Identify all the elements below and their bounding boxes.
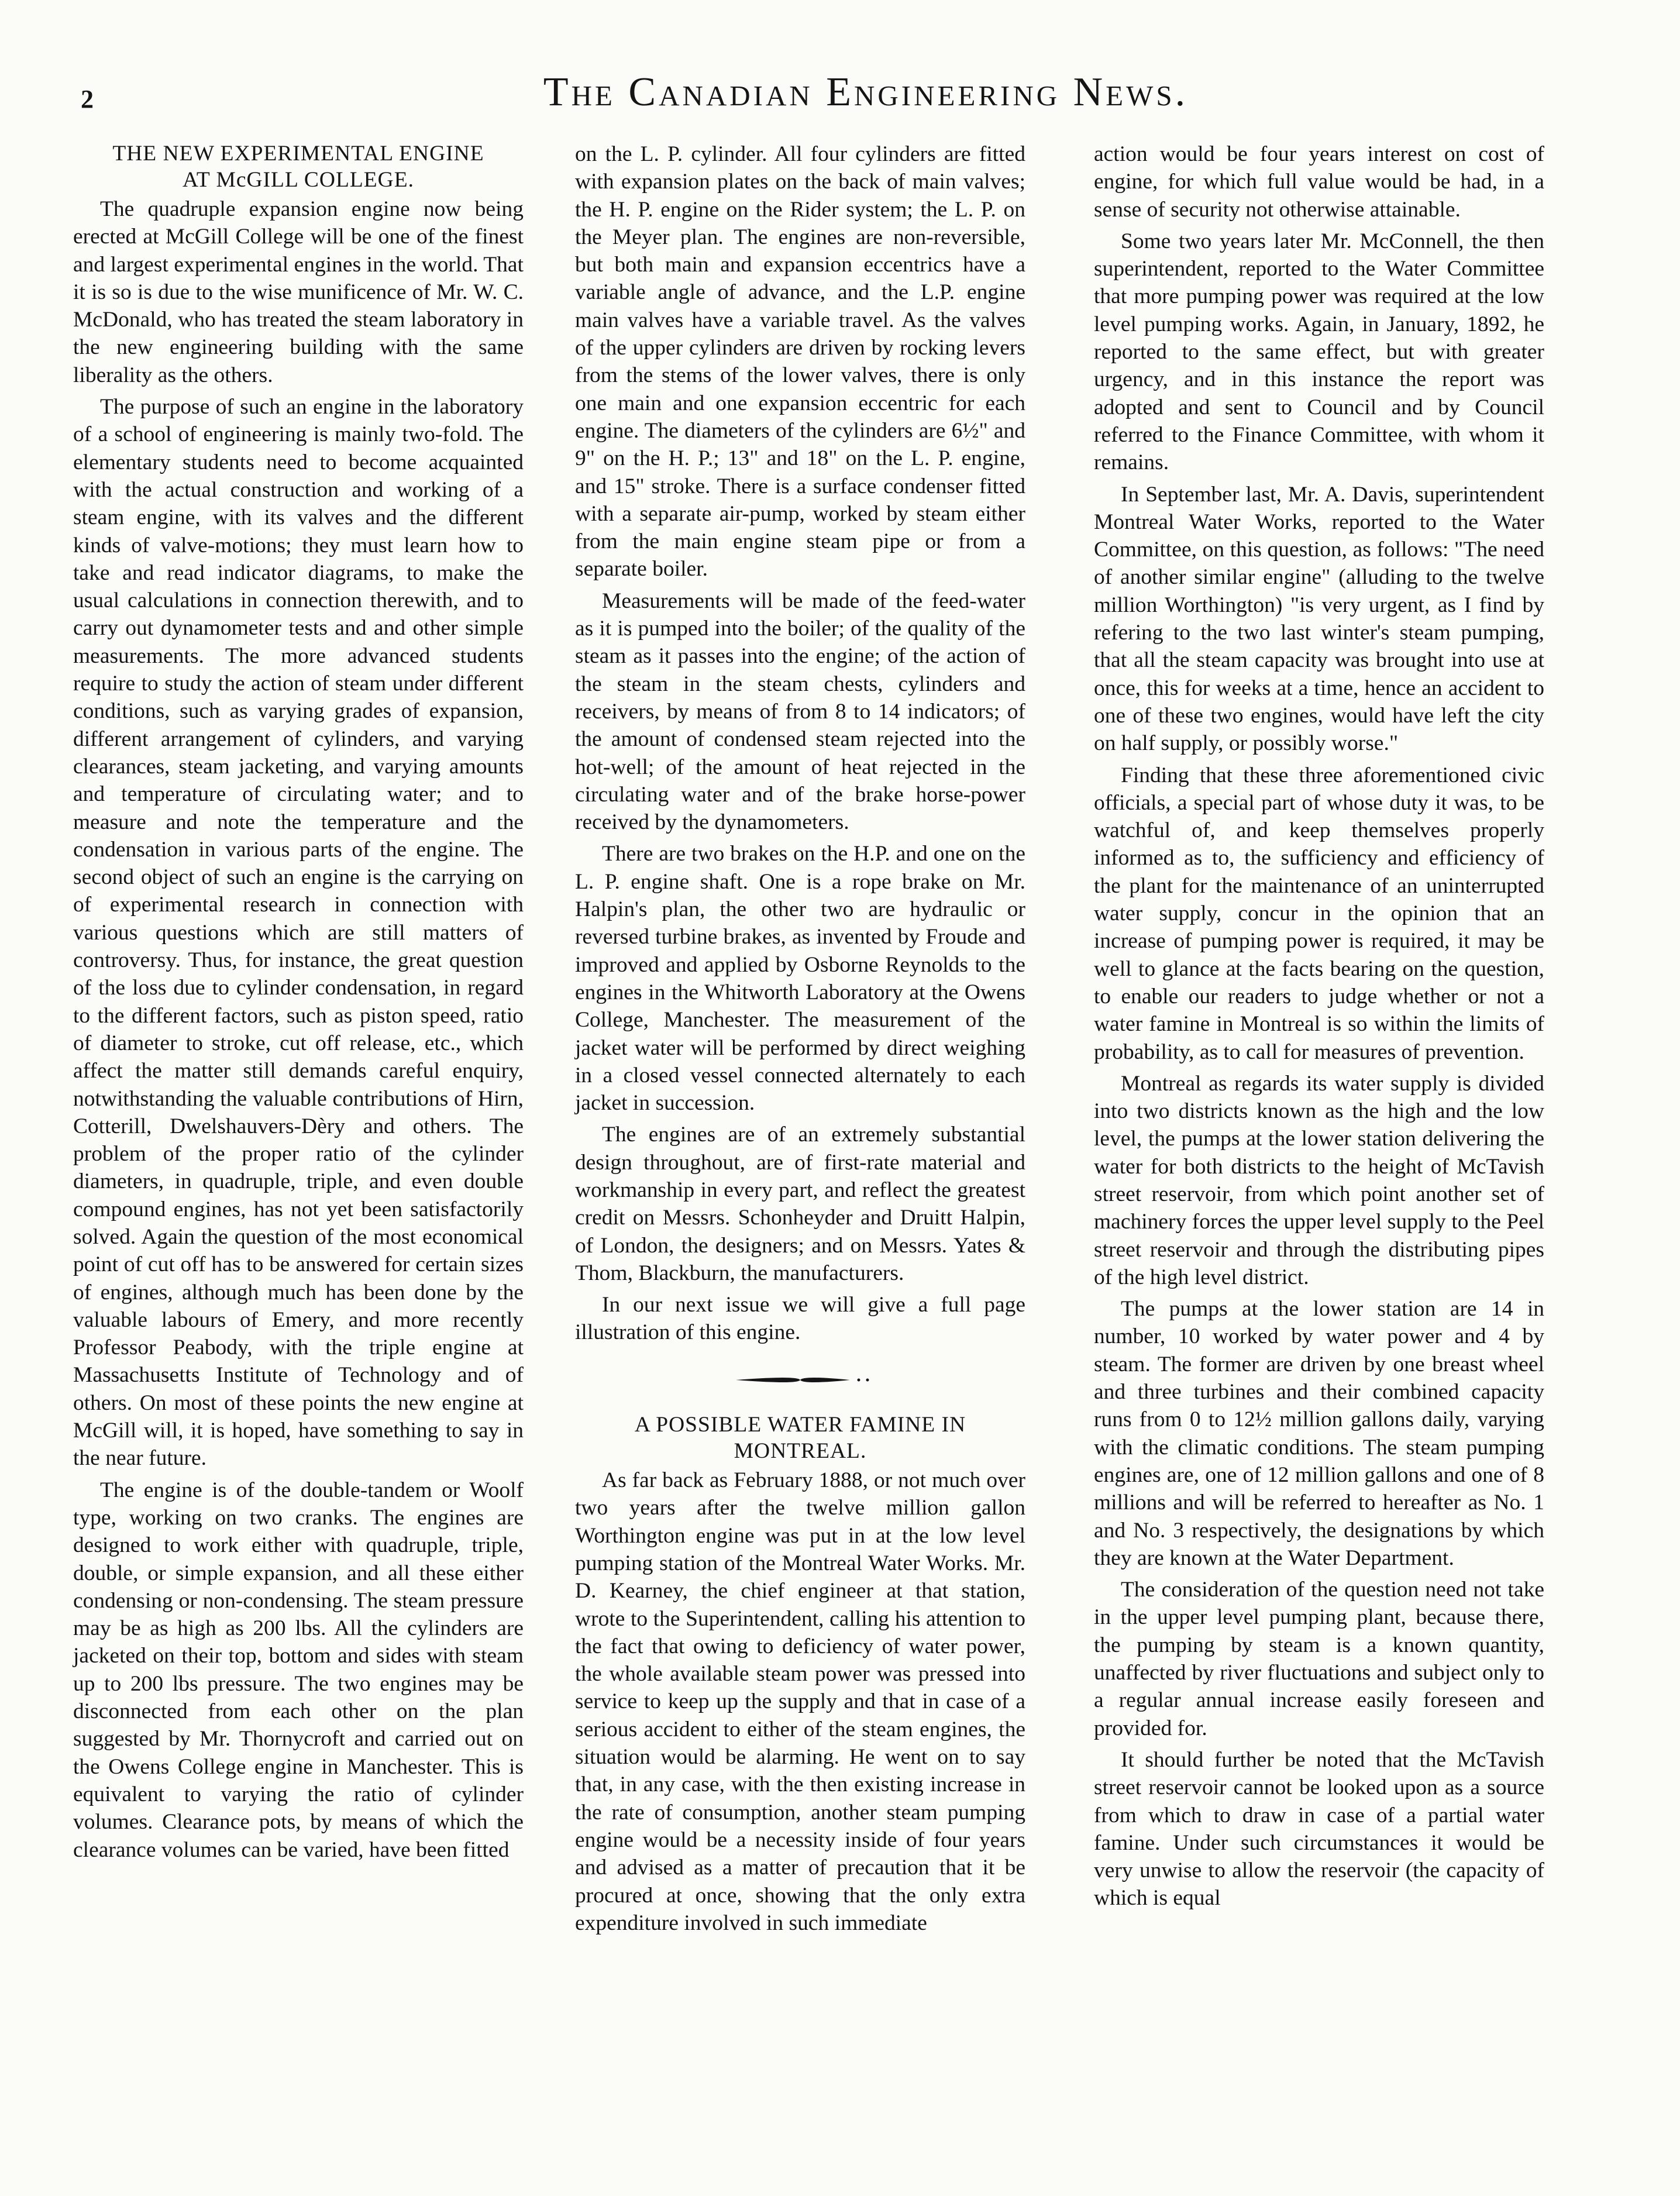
article-1-title [73, 140, 524, 193]
page-number: 2 [81, 85, 94, 113]
article-2-title-line-1: A POSSIBLE WATER FAMINE IN [634, 1413, 966, 1437]
article-1-paragraph-2: The purpose of such an engine in the laboratory of a school of engineering is mainly two-fold. The elementary students need to become acquainted with the actual construction and working of a steam engine, with its valves and the different kinds of valve-motions; they must learn how to take and read indicator diagrams, to make the usual calculations in connection therewith, and to carry out dynamometer tests and and other simple measurements. The more advanced students require to study the action of steam under different conditions, such as varying grades of expansion, different arrangement of cylinders, and varying clearances, steam jacketing, and varying amounts and temperature of circulating water; and to measure and note the temperature and the condensation in various parts of the engine. The second object of such an engine is the carrying on of experimental research in connection with various questions which are still matters of controversy. Thus, for instance, the great question of the loss due to cylinder condensation, in regard to the different factors, such as piston speed, ratio of diameter to stroke, cut off release, etc., which affect the matter still demands careful enquiry, notwithstanding the valuable contributions of Hirn, Cotterill, Dwelshauvers-Dèry and others. The problem of the proper ratio of the cylinder diameters, in quadruple, triple, and even double compound engines, has not yet been satisfactorily solved. Again the question of the most economical point of cut off has to be answered for certain sizes of engines, although much has been done by the valuable labours of Emery, and more recently Professor Peabody, with the triple engine at Massachusetts Institute of Technology and of others. On most of these points the new engine at McGill will, it is hoped, have something to say in the near future. [73, 395, 524, 1471]
article-1-paragraph-1: The quadruple expansion engine now being erected at McGill College will be one of the finest and largest experimental engines in the world. That it is so is due to the wise munificence of Mr. W. C. McDonald, who has treated the steam laboratory in the new engineering building with the same liberality as the others. [73, 197, 524, 387]
column-1 [73, 140, 524, 1868]
article-2-paragraph-4: Finding that these three aforementioned civic officials, a special part of whose duty it was, to be watchful of, and keep themselves properly informed as to, the sufficiency and efficiency of the plant for the maintenance of an uninterrupted water supply, concur in the opinion that an increase of pumping power is required, it may be well to glance at the facts bearing on the question, to enable our readers to judge whether or not a water famine in Montreal is so within the limits of probability, as to call for measures of prevention. [1094, 763, 1544, 1064]
article-1-paragraph-4: Measurements will be made of the feed-water as it is pumped into the boiler; of the quality of the steam as it passes into the engine; of the action of the steam in the steam chests, cylinders and receivers, by means of from 8 to 14 indicators; of the amount of condensed steam rejected into the hot-well; of the amount of heat rejected in the circulating water and of the brake horse-power received by the dynamometers. [575, 588, 1025, 835]
article-2-paragraph-6: The pumps at the lower station are 14 in number, 10 worked by water power and 4 by steam. The former are driven by one breast wheel and three turbines and their combined capacity runs from 0 to 12½ million gallons daily, varying with the climatic conditions. The steam pumping engines are, one of 12 million gallons and one of 8 millions and will be referred to hereafter as No. 1 and No. 3 respectively, the designations by which they are known at the Water Department. [1094, 1297, 1544, 1570]
masthead-title: The Canadian Engineering News. [543, 70, 1189, 115]
article-1-paragraph-7: In our next issue we will give a full page illustration of this engine. [575, 1293, 1025, 1345]
article-1-paragraph-5: There are two brakes on the H.P. and one on the L. P. engine shaft. One is a rope brake on Mr. Halpin's plan, the other two are hydraulic or reversed turbine brakes, as invented by Froude and improved and applied by Osborne Reynolds to the engines in the Whitworth Laboratory at the Owens College, Manchester. The measurement of the jacket water will be performed by direct weighing in a closed vessel connected alternately to each jacket in succession. [575, 842, 1025, 1116]
column-2 [575, 140, 1025, 1941]
article-1-title-line-1: THE NEW EXPERIMENTAL ENGINE [112, 142, 484, 166]
article-1-paragraph-3-continued: on the L. P. cylinder. All four cylinders are fitted with expansion plates on the back of main valves; the H. P. engine on the Rider system; the L. P. on the Meyer plan. The engines are non-reversible, but both main and expansion eccentrics have a variable angle of advance, and the L.P. engine main valves have a variable travel. As the valves of the upper cylinders are driven by rocking levers from the stems of the lower valves, there is only one main and one expansion eccentric for each engine. The diameters of the cylinders are 6½" and 9" on the H. P.; 13" and 18" on the L. P. engine, and 15" stroke. There is a surface condenser fitted with a separate air-pump, worked by steam either from the main engine steam pipe or from a separate boiler. [575, 142, 1025, 581]
article-2-paragraph-1: As far back as February 1888, or not much over two years after the twelve million gallon Worthington engine was put in at the low level pumping station of the Montreal Water Works. Mr. D. Kearney, the chief engineer at that station, wrote to the Superintendent, calling his attention to the fact that owing to deficiency of water power, the whole available steam power was pressed into service to keep up the supply and that in case of a serious accident to either of the steam engines, the situation would be alarming. He went on to say that, in any case, with the then existing increase in the rate of consumption, another steam pumping engine would be a necessity inside of four years and advised as a matter of precaution that it be procured at once, showing that the only extra expenditure involved in such immediate [575, 1468, 1025, 1935]
article-2-paragraph-3: In September last, Mr. A. Davis, superintendent Montreal Water Works, reported to the Water Committee, on this question, as follows: "The need of another similar engine" (alluding to the twelve million Worthington) "is very urgent, as I find by refering to the two last winter's steam pumping, that all the steam capacity was brought into use at once, this for weeks at a time, hence an accident to one of these two engines, would have left the city on half supply, or possibly worse." [1094, 482, 1544, 756]
section-divider [575, 1368, 1025, 1392]
article-1-title-line-2: AT McGILL COLLEGE. [182, 168, 415, 192]
article-2-paragraph-2: Some two years later Mr. McConnell, the then superintendent, reported to the Water Committee that more pumping power was required at the low level pumping works. Again, in January, 1892, he reported to the same effect, but with greater urgency, and in this instance the report was adopted and sent to Council and by Council referred to the Finance Committee, with whom it remains. [1094, 229, 1544, 475]
article-1-paragraph-6: The engines are of an extremely substantial design throughout, are of first-rate material and workmanship in every part, and reflect the greatest credit on Messrs. Schonheyder and Druitt Halpin, of London, the designers; and on Messrs. Yates & Thom, Blackburn, the manufacturers. [575, 1123, 1025, 1285]
article-2-paragraph-1-continued: action would be four years interest on cost of engine, for which full value would be had, in a sense of security not otherwise attainable. [1094, 142, 1544, 222]
article-2-paragraph-5: Montreal as regards its water supply is divided into two districts known as the high and the low level, the pumps at the lower station delivering the water for both districts to the height of McTavish street reservoir, from which point another set of machinery forces the upper level supply to the Peel street reservoir and through the distributing pipes of the high level district. [1094, 1071, 1544, 1289]
article-1-paragraph-3: The engine is of the double-tandem or Woolf type, working on two cranks. The engines are designed to work either with quadruple, triple, double, or simple expansion, and all these either condensing or non-condensing. The steam pressure may be as high as 200 lbs. All the cylinders are jacketed on their top, bottom and sides with steam up to 200 lbs pressure. The two engines may be disconnected from each other on the plan suggested by Mr. Thornycroft and carried out on the Owens College engine in Manchester. This is equivalent to varying the ratio of cylinder volumes. Clearance pots, by means of which the clearance volumes can be varied, have been fitted [73, 1478, 524, 1862]
article-2-title-line-2: MONTREAL. [734, 1439, 867, 1464]
column-3 [1094, 140, 1544, 1916]
page-header [0, 69, 1680, 122]
article-2-paragraph-7: The consideration of the question need not take in the upper level pumping plant, because there, the pumping by steam is a known quantity, unaffected by river fluctuations and subject only to a regular annual increase easily foreseen and provided for. [1094, 1578, 1544, 1740]
article-2-title [575, 1412, 1025, 1464]
article-2-paragraph-8: It should further be noted that the McTavish street reservoir cannot be looked upon as a source from which to draw in case of a partial water famine. Under such circumstances it would be very unwise to allow the reservoir (the capacity of which is equal [1094, 1747, 1544, 1911]
